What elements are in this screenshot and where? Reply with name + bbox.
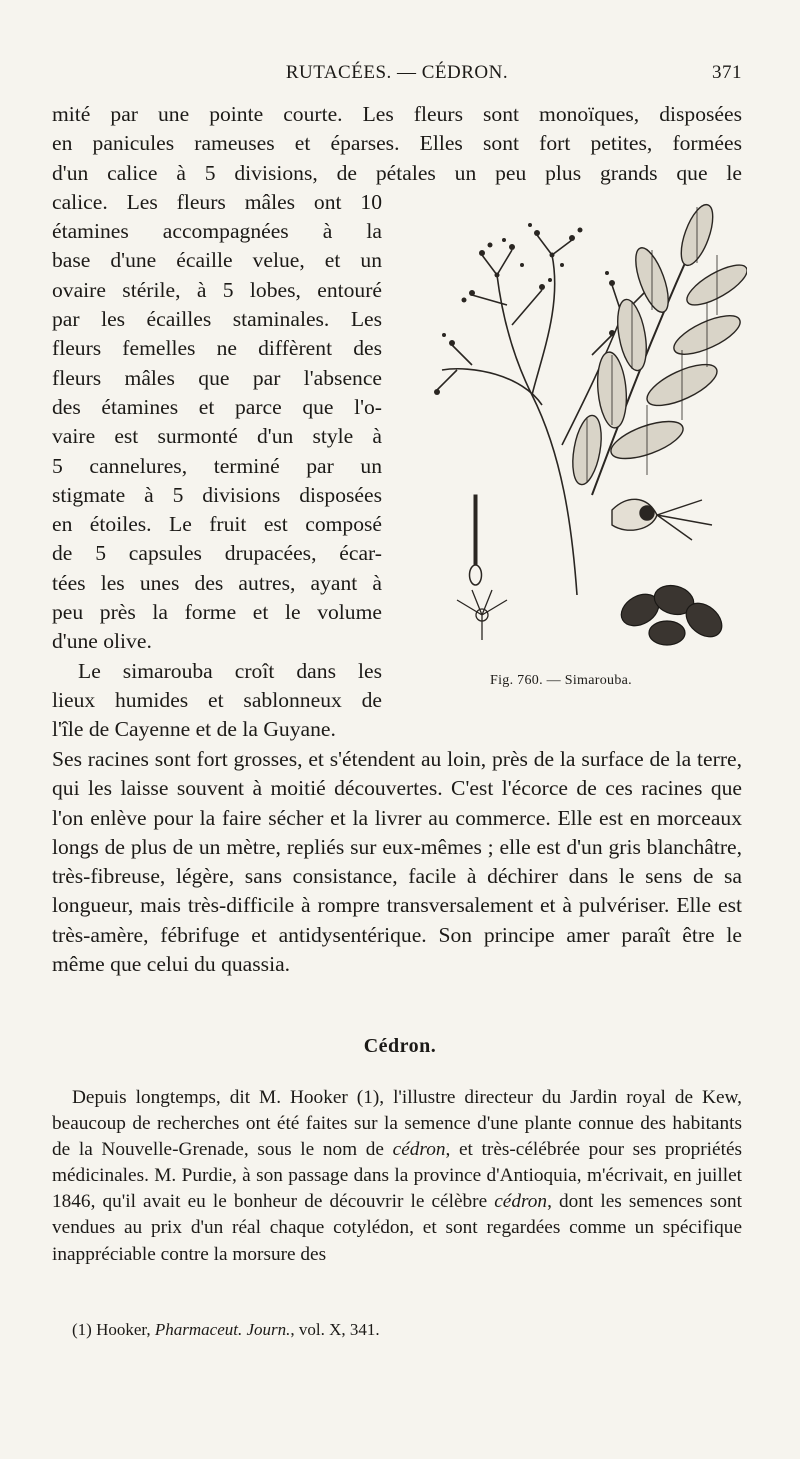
text-line: peu près la forme et le volume (52, 600, 382, 625)
text-line: d'une olive. (52, 629, 152, 654)
running-head (52, 62, 742, 88)
running-title: RUTACÉES. — CÉDRON. (285, 62, 509, 83)
text-line: en panicules rameuses et éparses. Elles sont fort petites, formées (52, 131, 742, 156)
text-line: base d'une écaille velue, et un (52, 248, 382, 273)
paragraph-3-text-a: Depuis longtemps, dit M. Hooker (1), l'illustre directeur du Jardin royal de Kew, beaucoup de recherches ont été faites sur la semence d'une plante connue des habitants de la Nouvelle-Grenade, sous le nom de (52, 1087, 742, 1161)
text-line: en étoiles. Le fruit est composé (52, 512, 382, 537)
paragraph-2-continuation: Ses racines sont fort grosses, et s'étendent au loin, près de la surface de la terre, qui les laisse souvent à moitié découvertes. C'est l'écorce de ces racines que l'on enlève pour la faire sécher et la livrer au commerce. Elle est en morceaux longs de plus de un mètre, repliés sur eux-mêmes ; elle est d'un gris blanchâtre, très-fibreuse, légère, sans consistance, facile à déchirer dans le sens de sa longueur, mais très-difficile à rompre transversalement et à pulvériser. Elle est très-amère, fébrifuge et antidysentérique. Son principe amer paraît être le même que celui du quassia. (52, 747, 742, 977)
paragraph-3-italic-cedron: cédron (392, 1139, 446, 1161)
text-line: stigmate à 5 divisions disposées (52, 482, 382, 507)
text-line (52, 657, 382, 686)
text-line: fleurs femelles ne diffèrent des (52, 336, 382, 361)
text-line: étamines accompagnées à la (52, 219, 382, 244)
text-line-content: Le simarouba croît dans les (78, 658, 382, 683)
paragraph-3 (52, 1085, 742, 1268)
footnote-text-a: (1) Hooker, (72, 1320, 155, 1339)
text-line: tées les unes des autres, ayant à (52, 570, 382, 595)
text-line: l'île de Cayenne et de la Guyane. (52, 717, 336, 742)
text-line: lieux humides et sablonneux de (52, 687, 382, 712)
simarouba-illustration (412, 195, 747, 665)
page-number: 371 (712, 62, 742, 83)
paragraph-3-text-b: , et très-célébrée pour ses propriétés médicinales. M. Purdie, à son passage dans la province d'Antioquia, m'écrivait, en juillet 1846, qu'il avait eu le bonheur de découvrir le célèbre (52, 1139, 742, 1213)
text-line: calice. Les fleurs mâles ont 10 (52, 189, 382, 214)
section-title: Cédron. (363, 1035, 437, 1057)
text-line: d'un calice à 5 divisions, de pétales un peu plus grands que le (52, 160, 742, 185)
paragraph-3-text-c: , dont les semences sont vendues au prix d'un réal chaque cotylédon, et sont regardées comme un spécifique inappréciable contre la morsure des (52, 1191, 742, 1265)
paragraph-1-full-lines (52, 100, 742, 188)
text-line: vaire est surmonté d'un style à (52, 424, 382, 449)
figure-caption: Fig. 760. — Simarouba. (490, 673, 632, 688)
wrapped-column (52, 188, 382, 745)
footnote-journal: Pharmaceut. Journ. (154, 1320, 291, 1339)
footnote-text-b: , vol. X, 341. (290, 1320, 380, 1339)
text-line: 5 cannelures, terminé par un (52, 453, 382, 478)
text-line: fleurs mâles que par l'absence (52, 365, 382, 390)
paragraph-3-italic-cedron-2: cédron (494, 1191, 548, 1213)
footnote (72, 1320, 380, 1340)
text-line: ovaire stérile, à 5 lobes, entouré (52, 277, 382, 302)
figure-simarouba (412, 195, 747, 725)
paragraph-2-start (52, 657, 382, 745)
text-line: mité par une pointe courte. Les fleurs sont monoïques, disposées (52, 102, 742, 126)
text-line: par les écailles staminales. Les (52, 307, 382, 332)
text-line: de 5 capsules drupacées, écar- (52, 541, 382, 566)
text-line: des étamines et parce que l'o- (52, 394, 382, 419)
